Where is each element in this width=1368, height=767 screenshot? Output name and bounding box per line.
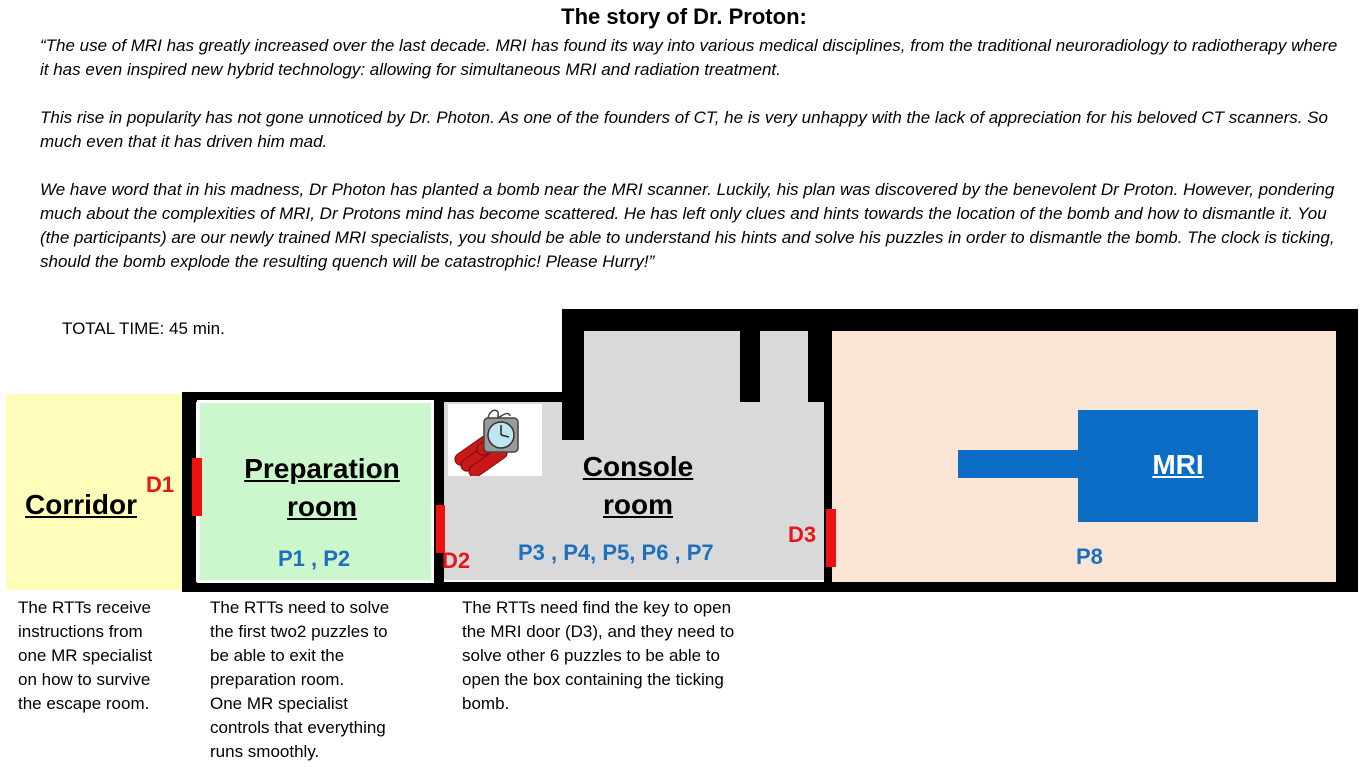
- wall-step-lower: [562, 392, 584, 440]
- wall-step: [562, 309, 584, 402]
- console-label-line1: Console: [582, 451, 694, 482]
- console-desc-line: bomb.: [462, 694, 510, 713]
- corridor-desc-line: on how to survive: [18, 670, 151, 689]
- preparation-desc-line: be able to exit the: [210, 646, 345, 665]
- door-d2-label: D2: [442, 548, 471, 573]
- preparation-desc-line: the first two2 puzzles to: [210, 622, 388, 641]
- preparation-label-line1: Preparation: [244, 453, 400, 484]
- preparation-label-line2: room: [287, 491, 357, 522]
- console-desc-line: open the box containing the ticking: [462, 670, 724, 689]
- console-room-alcove: [760, 331, 808, 481]
- console-desc-line: solve other 6 puzzles to be able to: [462, 646, 720, 665]
- corridor-description: [18, 596, 152, 716]
- door-d1: [192, 458, 202, 516]
- mri-label: MRI: [1152, 449, 1204, 480]
- console-description: [462, 596, 734, 716]
- corridor-label: Corridor: [25, 489, 137, 520]
- door-d3-label: D3: [788, 522, 817, 547]
- total-time: TOTAL TIME: 45 min.: [62, 319, 225, 338]
- preparation-desc-line: One MR specialist: [210, 694, 348, 713]
- corridor-desc-line: instructions from: [18, 622, 143, 641]
- story-paragraph-2: This rise in popularity has not gone unnoticed by Dr. Photon. As one of the founders of CT, he is very unhappy with the lack of appreciation for his beloved CT scanners. So much even that it has driven him mad.: [40, 108, 1329, 151]
- console-desc-line: The RTTs need find the key to open: [462, 598, 732, 617]
- door-d3: [826, 509, 836, 567]
- page-title: The story of Dr. Proton:: [561, 4, 807, 29]
- mri-table: [958, 450, 1082, 478]
- corridor-desc-line: one MR specialist: [18, 646, 153, 665]
- door-d2: [436, 505, 445, 553]
- preparation-desc-line: controls that everything: [210, 718, 386, 737]
- preparation-desc-line: runs smoothly.: [210, 742, 320, 761]
- preparation-desc-line: preparation room.: [210, 670, 345, 689]
- story-paragraph-1: “The use of MRI has greatly increased over the last decade. MRI has found its way into various medical disciplines, from the traditional neuroradiology to radiotherapy where it has even inspired new hybrid technology: allowing for simultaneous MRI and radiation treatment.: [40, 36, 1338, 79]
- corridor-desc-line: the escape room.: [18, 694, 150, 713]
- story-paragraph-3: We have word that in his madness, Dr Photon has planted a bomb near the MRI scanner. Luckily, his plan was discovered by the benevolent Dr Proton. However, pondering much about the complexities of MRI, Dr Protons mind has become scattered. He has left only clues and hints towards the location of the bomb and how to dismantle it. You (the participants) are our newly trained MRI specialists, you should be able to understand his hints and solve his puzzles in order to dismantle the bomb. The clock is ticking, should the bomb explode the resulting quench will be catastrophic! Please Hurry!”: [40, 180, 1335, 271]
- preparation-desc-line: The RTTs need to solve: [210, 598, 390, 617]
- preparation-description: [210, 596, 389, 764]
- console-room-upper: [584, 331, 740, 411]
- console-puzzles: P3 , P4, P5, P6 , P7: [518, 540, 714, 565]
- preparation-puzzles: P1 , P2: [278, 546, 351, 571]
- console-label-line2: room: [603, 489, 673, 520]
- door-d1-label: D1: [146, 472, 175, 497]
- bomb-icon: [448, 404, 542, 476]
- corridor-desc-line: The RTTs receive: [18, 598, 151, 617]
- wall-bottom: [182, 582, 1358, 592]
- console-desc-line: the MRI door (D3), and they need to: [462, 622, 735, 641]
- wall-top-right: [562, 309, 1358, 331]
- wall-right: [1336, 309, 1358, 592]
- story-text: [40, 34, 1340, 298]
- mri-puzzles: P8: [1076, 544, 1103, 569]
